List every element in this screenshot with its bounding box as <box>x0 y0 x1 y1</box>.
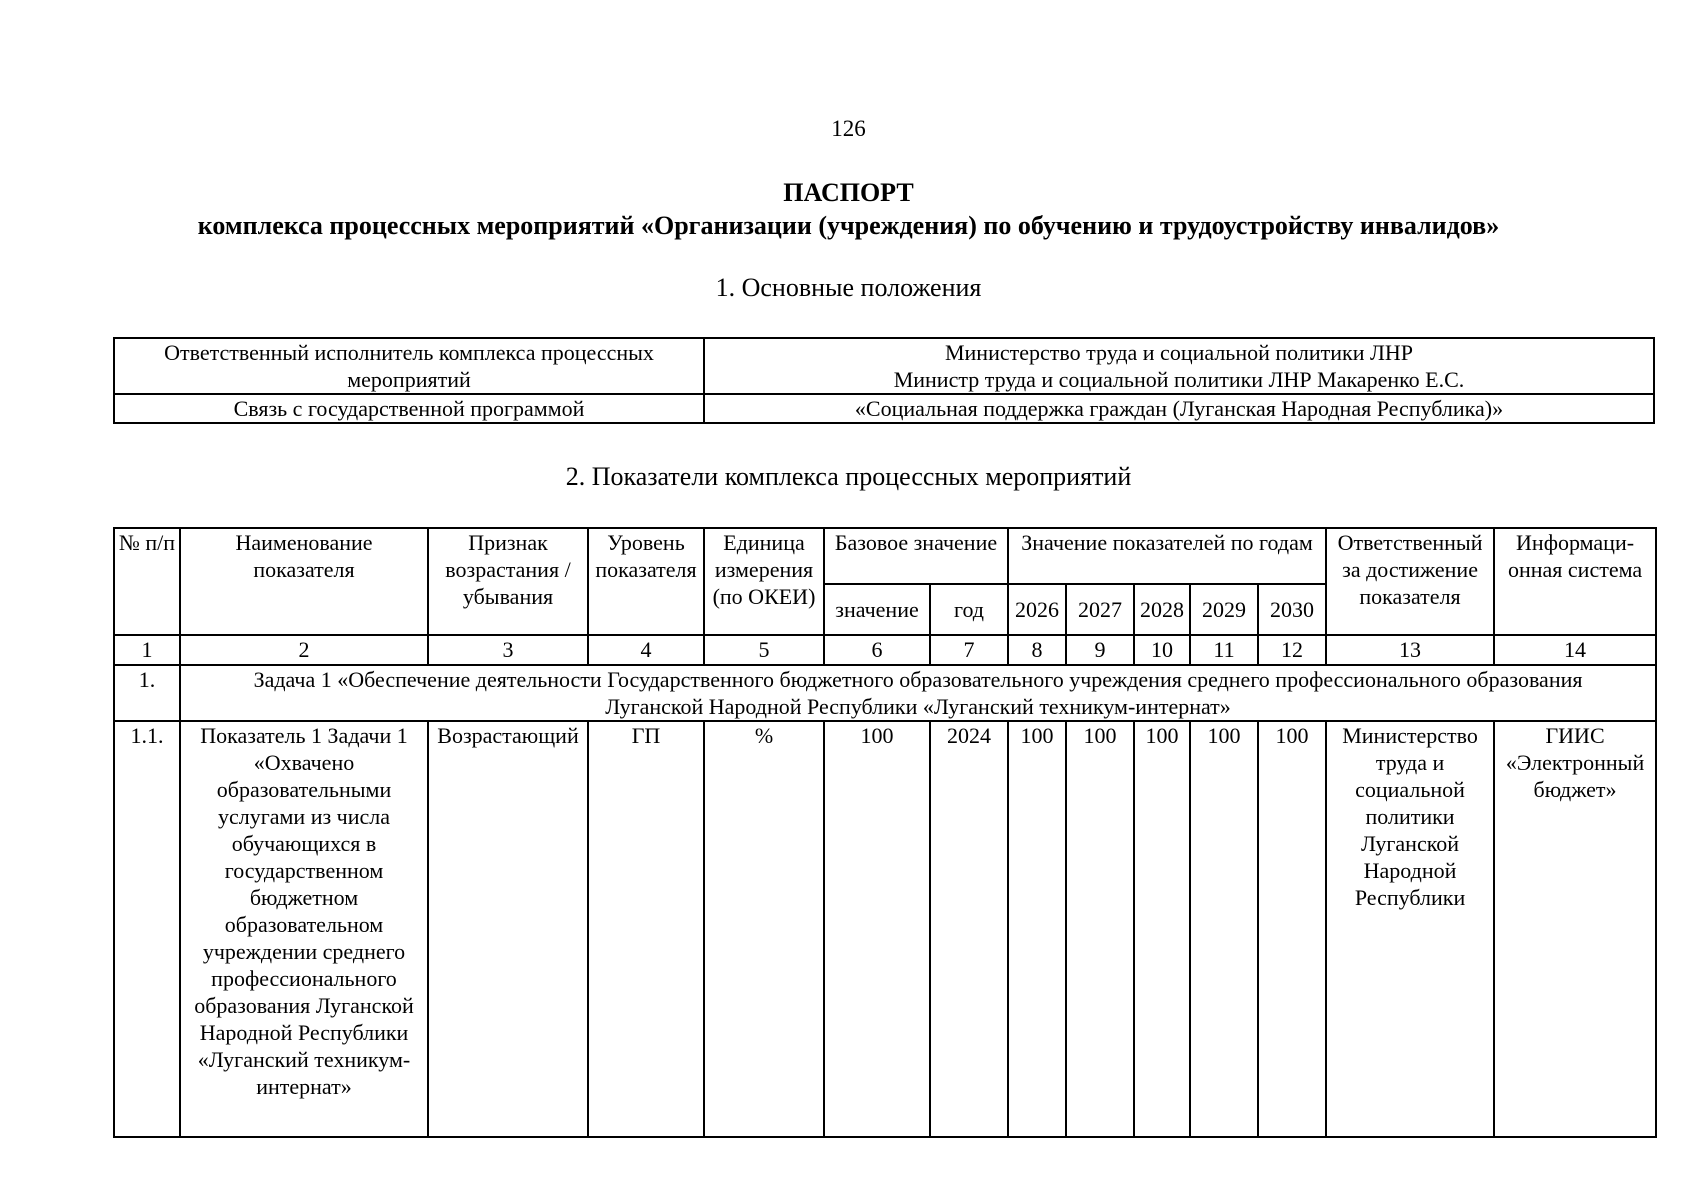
header-year: 2027 <box>1066 584 1134 635</box>
ministry-name: Министерство труда и социальной политики ЛНР <box>944 340 1414 365</box>
header-info-system: Информаци-онная система <box>1494 528 1656 635</box>
column-number: 6 <box>824 635 930 665</box>
header-base-value: значение <box>824 584 930 635</box>
document-title <box>0 176 1697 242</box>
title-line-1: ПАСПОРТ <box>783 178 914 207</box>
program-link-value: «Социальная поддержка граждан (Луганская Народная Республика)» <box>704 394 1654 423</box>
header-sign: Признак возрастания / убывания <box>428 528 588 635</box>
header-year: 2030 <box>1258 584 1326 635</box>
indicator-value-2028: 100 <box>1134 721 1190 1137</box>
header-num: № п/п <box>114 528 180 635</box>
responsible-executor-label: Ответственный исполнитель комплекса процессных мероприятий <box>114 338 704 394</box>
indicator-value-2029: 100 <box>1190 721 1258 1137</box>
minister-name: Министр труда и социальной политики ЛНР Макаренко Е.С. <box>893 367 1465 392</box>
header-values-by-year: Значение показателей по годам <box>1008 528 1326 584</box>
column-number: 1 <box>114 635 180 665</box>
table-row <box>114 394 1654 423</box>
indicator-row <box>114 721 1656 1137</box>
indicator-level: ГП <box>588 721 704 1137</box>
column-number: 4 <box>588 635 704 665</box>
responsible-executor-value <box>704 338 1654 394</box>
column-number: 3 <box>428 635 588 665</box>
section-2-heading: 2. Показатели комплекса процессных мероприятий <box>565 462 1132 491</box>
indicator-base-value: 100 <box>824 721 930 1137</box>
indicator-responsible: Министерство труда и социальной политики Луганской Народной Республики <box>1326 721 1494 1137</box>
column-number: 9 <box>1066 635 1134 665</box>
indicator-info-system: ГИИС «Электронный бюджет» <box>1494 721 1656 1137</box>
column-number: 11 <box>1190 635 1258 665</box>
task-row <box>114 665 1656 721</box>
indicator-number: 1.1. <box>114 721 180 1137</box>
indicator-unit: % <box>704 721 824 1137</box>
program-link-label: Связь с государственной программой <box>114 394 704 423</box>
main-info-table <box>113 337 1655 424</box>
header-row-1 <box>114 528 1656 584</box>
task-text: Задача 1 «Обеспечение деятельности Государственного бюджетного образовательного учреждения среднего профессионального образования Луганской Народной Республики «Луганский техникум-интернат» <box>180 665 1656 721</box>
header-responsible: Ответственный за достижение показателя <box>1326 528 1494 635</box>
indicators-table <box>113 527 1657 1138</box>
column-number: 2 <box>180 635 428 665</box>
indicator-value-2026: 100 <box>1008 721 1066 1137</box>
column-number: 8 <box>1008 635 1066 665</box>
header-unit: Единица измерения (по ОКЕИ) <box>704 528 824 635</box>
column-number: 10 <box>1134 635 1190 665</box>
header-name: Наименование показателя <box>180 528 428 635</box>
indicator-value-2027: 100 <box>1066 721 1134 1137</box>
header-base-year: год <box>930 584 1008 635</box>
indicator-base-year: 2024 <box>930 721 1008 1137</box>
indicator-name: Показатель 1 Задачи 1 «Охвачено образовательными услугами из числа обучающихся в государственном бюджетном образовательном учреждении среднего профессионального образования Луганской Народной Республики «Луганский техникум-интернат» <box>180 721 428 1137</box>
task-number: 1. <box>114 665 180 721</box>
indicator-value-2030: 100 <box>1258 721 1326 1137</box>
column-number: 13 <box>1326 635 1494 665</box>
header-year: 2028 <box>1134 584 1190 635</box>
indicator-sign: Возрастающий <box>428 721 588 1137</box>
header-level: Уровень показателя <box>588 528 704 635</box>
column-number: 5 <box>704 635 824 665</box>
title-line-2: комплекса процессных мероприятий «Организации (учреждения) по обучению и трудоустройству инвалидов» <box>197 211 1500 240</box>
column-numbers-row <box>114 635 1656 665</box>
page-number: 126 <box>831 116 866 141</box>
header-year: 2026 <box>1008 584 1066 635</box>
header-year: 2029 <box>1190 584 1258 635</box>
table-row <box>114 338 1654 394</box>
section-1-heading: 1. Основные положения <box>715 273 982 302</box>
column-number: 7 <box>930 635 1008 665</box>
column-number: 12 <box>1258 635 1326 665</box>
header-base: Базовое значение <box>824 528 1008 584</box>
column-number: 14 <box>1494 635 1656 665</box>
